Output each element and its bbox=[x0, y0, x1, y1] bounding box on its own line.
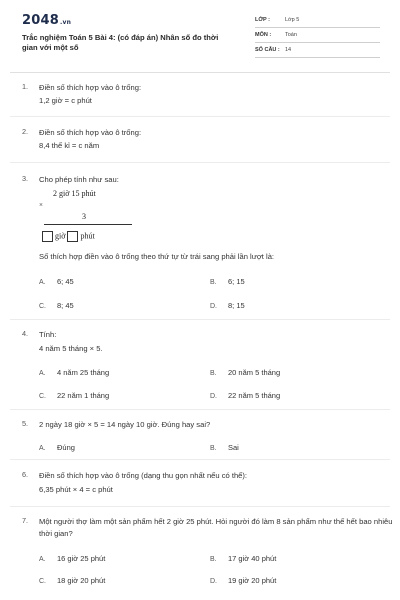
option-b[interactable] bbox=[210, 277, 245, 286]
option-letter: A. bbox=[39, 279, 46, 286]
meta-class-label: LỚP : bbox=[255, 17, 270, 23]
option-d[interactable] bbox=[210, 576, 276, 585]
meta-count bbox=[255, 46, 380, 58]
option-text: 8; 15 bbox=[228, 301, 245, 310]
answer-box-minutes[interactable] bbox=[67, 231, 78, 242]
question-expression: 1,2 giờ = c phút bbox=[39, 96, 92, 105]
question-text: Điền số thích hợp vào ô trống: bbox=[39, 128, 142, 137]
option-a[interactable] bbox=[39, 443, 75, 452]
option-letter: B. bbox=[210, 370, 217, 377]
option-c[interactable] bbox=[39, 576, 105, 585]
question-number: 2. bbox=[22, 127, 29, 136]
result-unit-minutes: phút bbox=[80, 231, 95, 241]
meta-class-value: Lớp 5 bbox=[285, 17, 300, 23]
question-separator bbox=[10, 506, 390, 507]
option-letter: D. bbox=[210, 393, 217, 400]
meta-subject bbox=[255, 31, 380, 43]
question-expression: 6,35 phút × 4 = c phút bbox=[39, 485, 113, 494]
document-title: Trắc nghiệm Toán 5 Bài 4: (có đáp án) Nhân số đo thời gian với một số bbox=[22, 33, 219, 52]
question-5 bbox=[22, 419, 392, 459]
option-letter: C. bbox=[39, 303, 46, 310]
question-text: Cho phép tính như sau: bbox=[39, 175, 119, 184]
question-6 bbox=[22, 470, 392, 500]
option-text: 22 năm 5 tháng bbox=[228, 391, 281, 400]
question-number: 1. bbox=[22, 82, 29, 91]
option-text: 22 năm 1 tháng bbox=[57, 391, 110, 400]
option-text: 6; 15 bbox=[228, 277, 245, 286]
option-letter: A. bbox=[39, 445, 46, 452]
option-letter: A. bbox=[39, 370, 46, 377]
logo-text: 2048 bbox=[22, 13, 59, 28]
site-logo[interactable] bbox=[22, 13, 71, 28]
option-text: 8; 45 bbox=[57, 301, 74, 310]
option-a[interactable] bbox=[39, 554, 105, 563]
meta-subject-label: MÔN : bbox=[255, 32, 272, 38]
question-number: 3. bbox=[22, 174, 29, 183]
question-4 bbox=[22, 329, 392, 409]
document-header bbox=[0, 0, 400, 70]
question-expression: 8,4 thế kỉ = c năm bbox=[39, 141, 100, 150]
question-number: 5. bbox=[22, 419, 29, 428]
option-letter: C. bbox=[39, 578, 46, 585]
question-text: Tính: bbox=[39, 330, 57, 339]
logo-suffix: .vn bbox=[59, 19, 72, 26]
result-unit-hours: giờ bbox=[55, 231, 66, 241]
option-a[interactable] bbox=[39, 277, 74, 286]
meta-count-label: SỐ CÂU : bbox=[255, 47, 280, 53]
option-text: 4 năm 25 tháng bbox=[57, 368, 110, 377]
question-text: Một người thợ làm một sản phẩm hết 2 giờ 25 phút. Hỏi người đó làm 8 sản phẩm như thế hết bao nhiêu thời gian? bbox=[39, 517, 393, 538]
option-c[interactable] bbox=[39, 301, 74, 310]
question-1 bbox=[22, 82, 392, 112]
option-letter: D. bbox=[210, 578, 217, 585]
option-letter: D. bbox=[210, 303, 217, 310]
option-d[interactable] bbox=[210, 301, 245, 310]
option-a[interactable] bbox=[39, 368, 109, 377]
option-letter: B. bbox=[210, 445, 217, 452]
question-2 bbox=[22, 127, 392, 157]
operation-multiplicand: 2 giờ 15 phút bbox=[53, 189, 96, 198]
question-number: 7. bbox=[22, 516, 29, 525]
header-divider bbox=[10, 72, 390, 73]
option-b[interactable] bbox=[210, 368, 280, 377]
option-letter: B. bbox=[210, 556, 217, 563]
option-text: Đúng bbox=[57, 443, 75, 452]
operation-sign: × bbox=[39, 201, 43, 209]
meta-count-value: 14 bbox=[285, 47, 292, 53]
question-separator bbox=[10, 319, 390, 320]
question-text: 2 ngày 18 giờ × 5 = 14 ngày 10 giờ. Đúng hay sai? bbox=[39, 420, 211, 429]
answer-box-hours[interactable] bbox=[42, 231, 53, 242]
option-text: 6; 45 bbox=[57, 277, 74, 286]
option-letter: B. bbox=[210, 279, 217, 286]
option-c[interactable] bbox=[39, 391, 109, 400]
meta-subject-value: Toán bbox=[285, 32, 297, 38]
option-b[interactable] bbox=[210, 554, 276, 563]
option-text: 20 năm 5 tháng bbox=[228, 368, 281, 377]
operation-rule bbox=[44, 224, 132, 225]
option-text: 19 giờ 20 phút bbox=[228, 576, 277, 585]
option-letter: C. bbox=[39, 393, 46, 400]
operation-result bbox=[42, 231, 95, 242]
option-letter: A. bbox=[39, 556, 46, 563]
option-text: 17 giờ 40 phút bbox=[228, 554, 277, 563]
option-text: 16 giờ 25 phút bbox=[57, 554, 106, 563]
meta-class bbox=[255, 16, 380, 28]
question-3 bbox=[22, 174, 392, 324]
option-text: Sai bbox=[228, 443, 239, 452]
question-7 bbox=[22, 516, 392, 600]
question-text: Điền số thích hợp vào ô trống: bbox=[39, 83, 142, 92]
question-prompt: Số thích hợp điền vào ô trống theo thứ tự từ trái sang phải lần lượt là: bbox=[39, 252, 275, 261]
option-d[interactable] bbox=[210, 391, 280, 400]
option-b[interactable] bbox=[210, 443, 239, 452]
question-separator bbox=[10, 162, 390, 163]
question-separator bbox=[10, 409, 390, 410]
option-text: 18 giờ 20 phút bbox=[57, 576, 106, 585]
question-text: Điền số thích hợp vào ô trống (dạng thu gọn nhất nếu có thể): bbox=[39, 471, 248, 480]
operation-multiplier: 3 bbox=[82, 212, 86, 221]
question-number: 4. bbox=[22, 329, 29, 338]
question-separator bbox=[10, 459, 390, 460]
question-expression: 4 năm 5 tháng × 5. bbox=[39, 344, 103, 353]
question-separator bbox=[10, 116, 390, 117]
question-number: 6. bbox=[22, 470, 29, 479]
